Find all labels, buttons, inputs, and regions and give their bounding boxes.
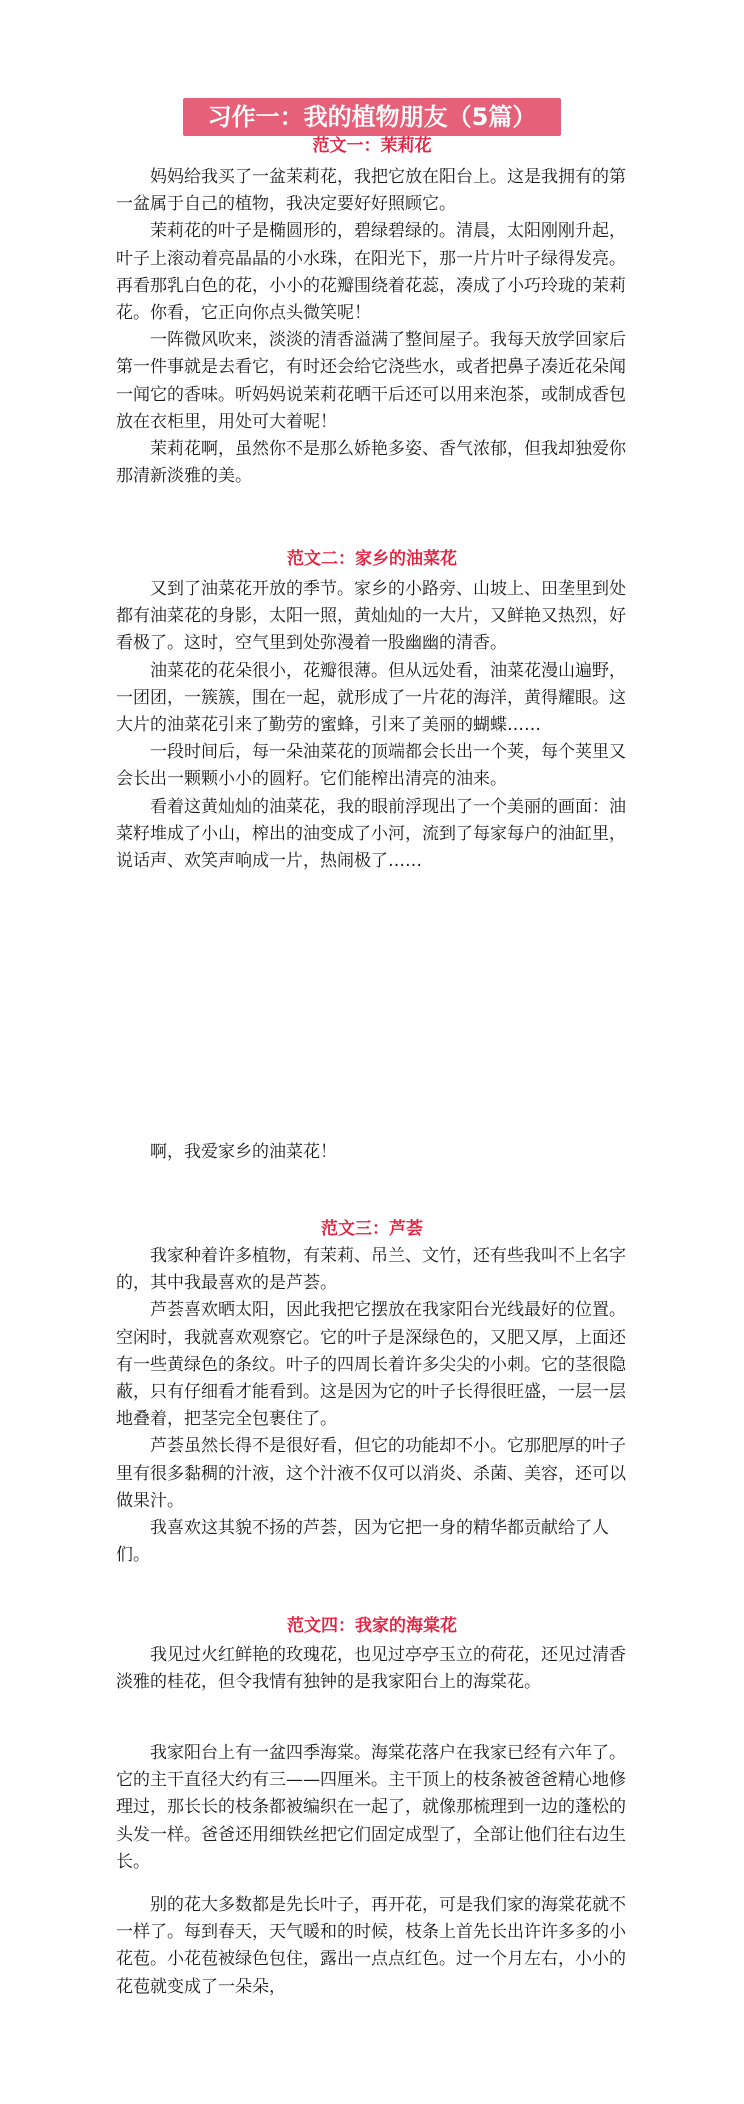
essay-1-paragraph: 茉莉花啊，虽然你不是那么娇艳多姿、香气浓郁，但我却独爱你那清新淡雅的美。 (116, 439, 626, 487)
essay-4-paragraph-3-block (116, 1892, 642, 2001)
essay-2-body (116, 576, 642, 875)
essay-4-paragraph-1-block (116, 1642, 642, 1696)
essay-2-paragraph: 看着这黄灿灿的油菜花，我的眼前浮现出了一个美丽的画面：油菜籽堆成了小山，榨出的油变成了小河，流到了每家每户的油缸里，说话声、欢笑声响成一片，热闹极了…… (116, 796, 626, 872)
essay-4-paragraph: 别的花大多数都是先长叶子，再开花，可是我们家的海棠花就不一样了。每到春天，天气暖和的时候，枝条上首先长出许许多多的小花苞。小花苞被绿色包住，露出一点点红色。过一个月左右，小小的花苞就变成了一朵朵， (116, 1895, 626, 1997)
essay-3-paragraph: 芦荟虽然长得不是很好看，但它的功能却不小。它那肥厚的叶子里有很多黏稠的汁液，这个汁液不仅可以消炎、杀菌、美容，还可以做果汁。 (116, 1436, 626, 1511)
essay-3-body (116, 1243, 642, 1569)
essay-2-paragraph: 又到了油菜花开放的季节。家乡的小路旁、山坡上、田垄里到处都有油菜花的身影，太阳一照，黄灿灿的一大片，又鲜艳又热烈，好看极了。这时，空气里到处弥漫着一股幽幽的清香。 (116, 579, 626, 654)
essay-4-paragraph: 我家阳台上有一盆四季海棠。海棠花落户在我家已经有六年了。它的主干直径大约有三——四厘米。主干顶上的枝条被爸爸精心地修理过，那长长的枝条都被编织在一起了，就像那梳理到一边的蓬松的头发一样。爸爸还用细铁丝把它们固定成型了，全部让他们往右边生长。 (116, 1743, 626, 1872)
essay-3-paragraph: 我喜欢这其貌不扬的芦荟，因为它把一身的精华都贡献给了人们。 (116, 1518, 609, 1566)
essay-3-heading: 范文三：芦荟 (321, 1219, 423, 1239)
essay-4-heading: 范文四：我家的海棠花 (287, 1616, 457, 1636)
essay-2-closing: 啊，我爱家乡的油菜花！ (150, 1142, 337, 1162)
essay-1-paragraph: 妈妈给我买了一盆茉莉花，我把它放在阳台上。这是我拥有的第一盆属于自己的植物，我决定要好好照顾它。 (116, 167, 626, 215)
essay-4-paragraph: 我见过火红鲜艳的玫瑰花，也见过亭亭玉立的荷花，还见过清香淡雅的桂花，但令我情有独钟的是我家阳台上的海棠花。 (116, 1645, 626, 1693)
essay-3-paragraph: 我家种着许多植物，有茉莉、吊兰、文竹，还有些我叫不上名字的，其中我最喜欢的是芦荟。 (116, 1246, 626, 1294)
page-title: 习作一：我的植物朋友（5篇） (183, 98, 561, 136)
essay-2-paragraph: 油菜花的花朵很小，花瓣很薄。但从远处看，油菜花漫山遍野，一团团，一簇簇，围在一起，就形成了一片花的海洋，黄得耀眼。这大片的油菜花引来了勤劳的蜜蜂，引来了美丽的蝴蝶…… (116, 660, 626, 736)
essay-1-paragraph: 一阵微风吹来，淡淡的清香溢满了整间屋子。我每天放学回家后第一件事就是去看它，有时还会给它浇些水，或者把鼻子凑近花朵闻一闻它的香味。听妈妈说茉莉花晒干后还可以用来泡茶，或制成香包放在衣柜里，用处可大着呢！ (116, 330, 626, 432)
essay-2-paragraph: 一段时间后，每一朵油菜花的顶端都会长出一个荚，每个荚里又会长出一颗颗小小的圆籽。它们能榨出清亮的油来。 (116, 742, 626, 790)
essay-1-paragraph: 茉莉花的叶子是椭圆形的，碧绿碧绿的。清晨，太阳刚刚升起，叶子上滚动着亮晶晶的小水珠，在阳光下，那一片片叶子绿得发亮。再看那乳白色的花，小小的花瓣围绕着花蕊，凑成了小巧玲珑的茉莉花。你看，它正向你点头微笑呢！ (116, 221, 626, 324)
essay-4-paragraph-2-block (116, 1740, 642, 1876)
essay-1-heading: 范文一：茉莉花 (312, 136, 432, 156)
essay-3-paragraph: 芦荟喜欢晒太阳，因此我把它摆放在我家阳台光线最好的位置。空闲时，我就喜欢观察它。它的叶子是深绿色的，又肥又厚，上面还有一些黄绿色的条纹。叶子的四周长着许多尖尖的小刺。它的茎很隐蔽，只有仔细看才能看到。这是因为它的叶子长得很旺盛，一层一层地叠着，把茎完全包裹住了。 (116, 1300, 626, 1430)
essay-1-body (116, 164, 642, 490)
essay-2-heading: 范文二：家乡的油菜花 (287, 549, 457, 569)
